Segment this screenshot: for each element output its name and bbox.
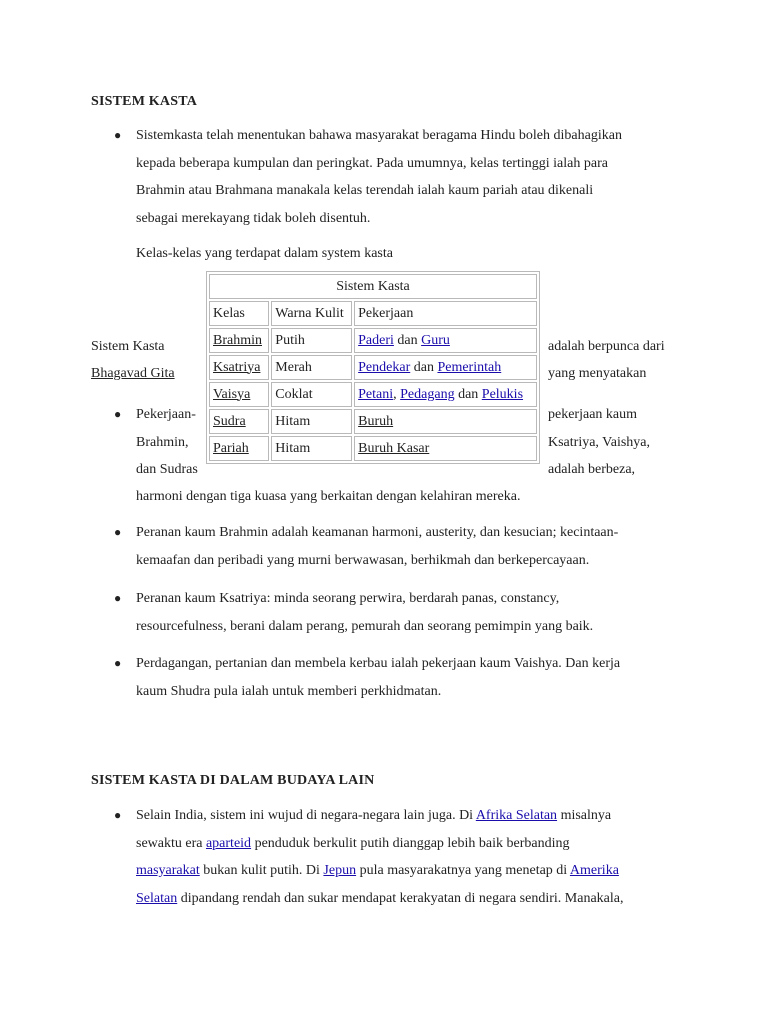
table-cell-warna: Merah — [271, 355, 352, 380]
caste-table — [206, 271, 540, 464]
table-cell-kelas[interactable] — [209, 436, 269, 461]
table-cell-pekerjaan — [354, 409, 537, 434]
aparteid-link[interactable]: aparteid — [205, 835, 252, 851]
table-cell-warna: Hitam — [271, 409, 352, 434]
kelas-link[interactable]: Vaisya — [213, 386, 251, 402]
table-cell-kelas[interactable] — [209, 382, 269, 407]
table-cell-warna: Hitam — [271, 436, 352, 461]
pekerjaan-text: dan — [393, 332, 422, 348]
table-cell-pekerjaan — [354, 436, 537, 461]
paragraph-pekerjaan-right — [548, 401, 650, 484]
paragraph-line: pekerjaan kaum — [548, 407, 638, 422]
paragraph-line: Brahmin, — [136, 434, 189, 450]
paragraph-line: Peranan kaum Ksatriya: minda seorang perwira, berdarah panas, constancy, — [136, 591, 560, 606]
kelas-link[interactable]: Brahmin — [213, 332, 262, 348]
kelas-link[interactable]: Pariah — [213, 440, 249, 456]
table-caption: Sistem Kasta — [209, 274, 537, 299]
paragraph-budaya-lain — [136, 802, 623, 912]
table-caption-row — [209, 274, 537, 299]
kelas-link[interactable]: Sudra — [213, 413, 246, 429]
table-header-cell: Warna Kulit — [271, 301, 352, 326]
pekerjaan-link[interactable]: Pelukis — [481, 386, 524, 402]
table-cell-kelas[interactable] — [209, 355, 269, 380]
paragraph-line: Perdagangan, pertanian dan membela kerbau ialah pekerjaan kaum Vaishya. Dan kerja — [136, 656, 621, 671]
paragraph-line — [136, 885, 623, 913]
table-cell-kelas[interactable] — [209, 328, 269, 353]
wrap-right-text: adalah berpunca dari — [548, 339, 665, 354]
pekerjaan-link[interactable]: Paderi — [358, 332, 394, 348]
paragraph-intro — [136, 122, 622, 232]
bullet-icon: ● — [114, 808, 122, 822]
section-heading-budaya-lain: SISTEM KASTA DI DALAM BUDAYA LAIN — [91, 773, 375, 788]
table-cell-pekerjaan — [354, 328, 537, 353]
bullet-icon: ● — [114, 525, 122, 539]
text-run: sewaktu era — [136, 835, 206, 851]
paragraph-line: Ksatriya, Vaishya, — [548, 434, 650, 450]
bullet-icon: ● — [114, 591, 122, 605]
paragraph-line: sebagai merekayang tidak boleh disentuh. — [136, 210, 371, 226]
pekerjaan-text[interactable]: Buruh Kasar — [358, 440, 430, 456]
section-heading-sistem-kasta: SISTEM KASTA — [91, 94, 198, 109]
table-cell-kelas[interactable] — [209, 409, 269, 434]
bullet-icon: ● — [114, 128, 122, 142]
table-cell-warna: Coklat — [271, 382, 352, 407]
paragraph-line — [136, 802, 623, 830]
kelas-link[interactable]: Ksatriya — [213, 359, 261, 375]
masyarakat-link[interactable]: masyarakat — [136, 863, 200, 878]
afrika-selatan-link[interactable]: Afrika Selatan — [475, 808, 558, 823]
pekerjaan-text: , — [393, 386, 401, 402]
table-cell-pekerjaan — [354, 382, 537, 407]
paragraph-line: Peranan kaum Brahmin adalah keamanan harmoni, austerity, dan kesucian; kecintaan- — [136, 525, 619, 540]
paragraph-ksatriya — [136, 585, 593, 640]
text-run: misalnya — [557, 808, 612, 823]
paragraph-line: harmoni dengan tiga kuasa yang berkaitan dengan kelahiran mereka. — [136, 489, 521, 504]
table-header-row — [209, 301, 537, 326]
pekerjaan-link[interactable]: Pedagang — [400, 386, 455, 402]
paragraph-line — [136, 857, 623, 885]
pekerjaan-link[interactable]: Guru — [421, 332, 450, 348]
amerika-selatan-link[interactable]: Amerika — [569, 863, 619, 878]
paragraph-line: kepada beberapa kumpulan dan peringkat. Pada umumnya, kelas tertinggi ialah para — [136, 155, 608, 171]
text-run: bukan kulit putih. Di — [199, 863, 324, 878]
bullet-icon: ● — [114, 656, 122, 670]
table-intro-text: Kelas-kelas yang terdapat dalam system kasta — [136, 246, 393, 261]
table-row — [209, 355, 537, 380]
jepun-link[interactable]: Jepun — [323, 863, 357, 878]
bullet-icon: ● — [114, 407, 122, 421]
pekerjaan-link[interactable]: Pemerintah — [437, 359, 502, 375]
table-row — [209, 328, 537, 353]
bhagavad-gita-link[interactable]: Bhagavad Gita — [91, 366, 175, 381]
amerika-selatan-link-cont[interactable]: Selatan — [136, 890, 178, 906]
paragraph-line — [136, 830, 623, 858]
text-run: penduduk berkulit putih dianggap lebih baik berbanding — [251, 835, 570, 851]
paragraph-brahmin — [136, 519, 618, 574]
table-row — [209, 436, 537, 461]
text-run: Selain India, sistem ini wujud di negara-negara lain juga. Di — [136, 808, 476, 823]
paragraph-line: kemaafan dan peribadi yang murni berwawasan, berhikmah dan berkepercayaan. — [136, 552, 590, 568]
paragraph-line: resourcefulness, berani dalam perang, pemurah dan seorang pemimpin yang baik. — [136, 618, 594, 634]
table-header-cell: Kelas — [209, 301, 269, 326]
text-run: dipandang rendah dan sukar mendapat kerakyatan di negara sendiri. Manakala, — [177, 890, 624, 906]
pekerjaan-text[interactable]: Buruh — [358, 413, 394, 429]
table-row — [209, 409, 537, 434]
paragraph-line: dan Sudras — [136, 462, 198, 477]
paragraph-line: Sistemkasta telah menentukan bahawa masyarakat beragama Hindu boleh dibahagikan — [136, 128, 622, 143]
pekerjaan-text: dan — [454, 386, 482, 402]
table-row — [209, 382, 537, 407]
paragraph-pekerjaan-left — [136, 401, 198, 484]
wrap-left-text: Sistem Kasta — [91, 339, 165, 354]
wrap-right-text: yang menyatakan — [548, 366, 647, 381]
paragraph-line: kaum Shudra pula ialah untuk memberi perkhidmatan. — [136, 683, 442, 699]
pekerjaan-text: dan — [410, 359, 438, 375]
paragraph-line: Pekerjaan- — [136, 407, 196, 422]
text-run: pula masyarakatnya yang menetap di — [356, 863, 570, 878]
paragraph-vaishya — [136, 650, 620, 705]
table-cell-pekerjaan — [354, 355, 537, 380]
paragraph-line: adalah berbeza, — [548, 462, 636, 477]
paragraph-line: Brahmin atau Brahmana manakala kelas terendah ialah kaum pariah atau dikenali — [136, 183, 594, 198]
table-cell-warna: Putih — [271, 328, 352, 353]
pekerjaan-link[interactable]: Pendekar — [358, 359, 411, 375]
pekerjaan-link[interactable]: Petani — [358, 386, 394, 402]
table-header-cell: Pekerjaan — [354, 301, 537, 326]
